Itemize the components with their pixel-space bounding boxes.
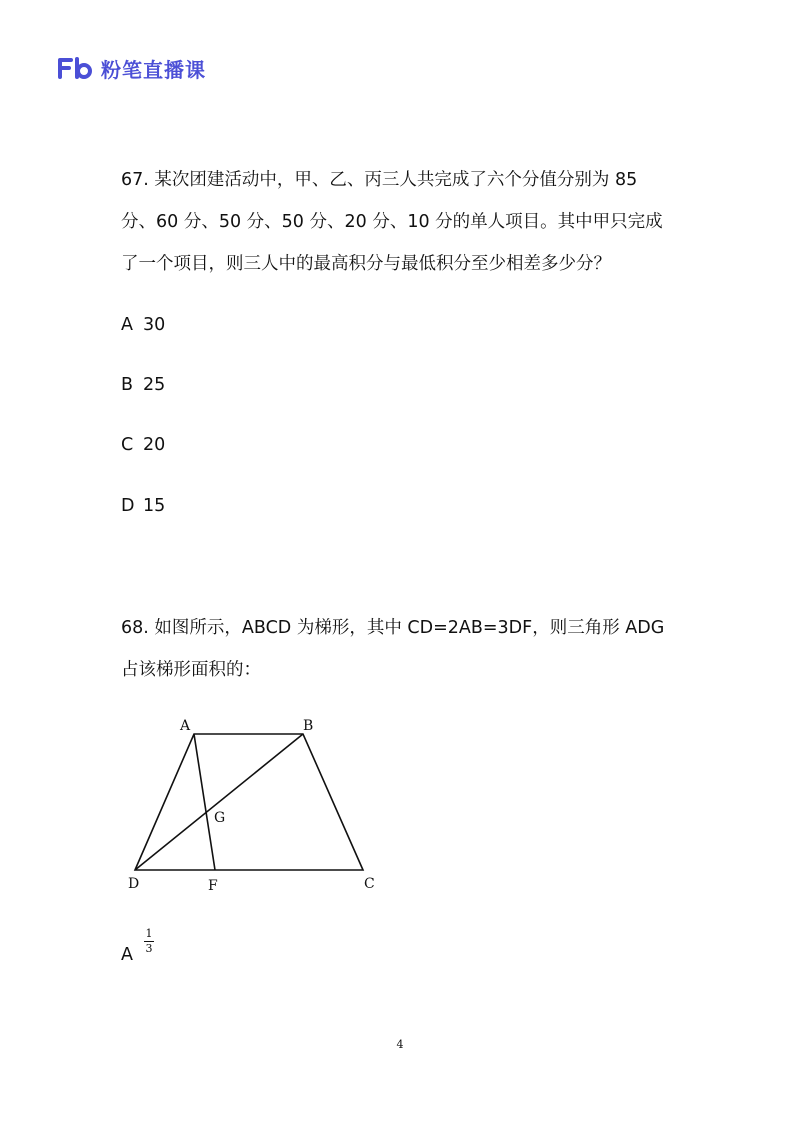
q67-text-line-3: 了一个项目，则三人中的最高积分与最低积分至少相差多少分？ [121, 254, 611, 274]
option-letter: C [121, 435, 134, 455]
option-value: 15 [143, 496, 166, 516]
option-value: 20 [143, 435, 166, 455]
brand-text: 粉笔直播课 [101, 57, 206, 82]
trapezoid-figure [125, 712, 385, 897]
fraction-one-third [144, 928, 154, 955]
q67-option-c [121, 433, 165, 457]
label-c: C [364, 876, 375, 892]
q67-option-b [121, 373, 165, 397]
label-b: B [303, 718, 314, 734]
q68-option-a [121, 943, 143, 967]
diagonal-db [135, 734, 303, 870]
page-number: 4 [396, 1038, 404, 1051]
fraction-numerator: 1 [145, 927, 153, 940]
q67-option-d [121, 494, 165, 518]
fraction-denominator: 3 [145, 942, 153, 955]
label-d: D [128, 876, 140, 892]
trapezoid-outline [135, 734, 363, 870]
q67-option-a [121, 313, 165, 337]
label-f: F [208, 878, 218, 894]
q68-text-line-1: 68. 如图所示，ABCD 为梯形，其中 CD=2AB=3DF，则三角形 ADG [121, 618, 665, 638]
q67-text-line-2: 分、60 分、50 分、50 分、20 分、10 分的单人项目。其中甲只完成 [121, 212, 663, 232]
segment-af [194, 734, 215, 870]
q68-text-line-2: 占该梯形面积的： [121, 660, 261, 680]
brand-logo [57, 55, 206, 81]
label-a: A [180, 718, 191, 734]
q67-text-line-1: 67. 某次团建活动中，甲、乙、丙三人共完成了六个分值分别为 85 [121, 170, 638, 190]
option-letter: B [121, 375, 134, 395]
option-letter: A [121, 315, 133, 335]
option-letter: D [121, 496, 135, 516]
label-g: G [214, 810, 226, 826]
fb-logo-icon [57, 56, 93, 80]
option-value: 25 [143, 375, 166, 395]
option-value: 30 [143, 315, 166, 335]
option-letter: A [121, 945, 133, 965]
